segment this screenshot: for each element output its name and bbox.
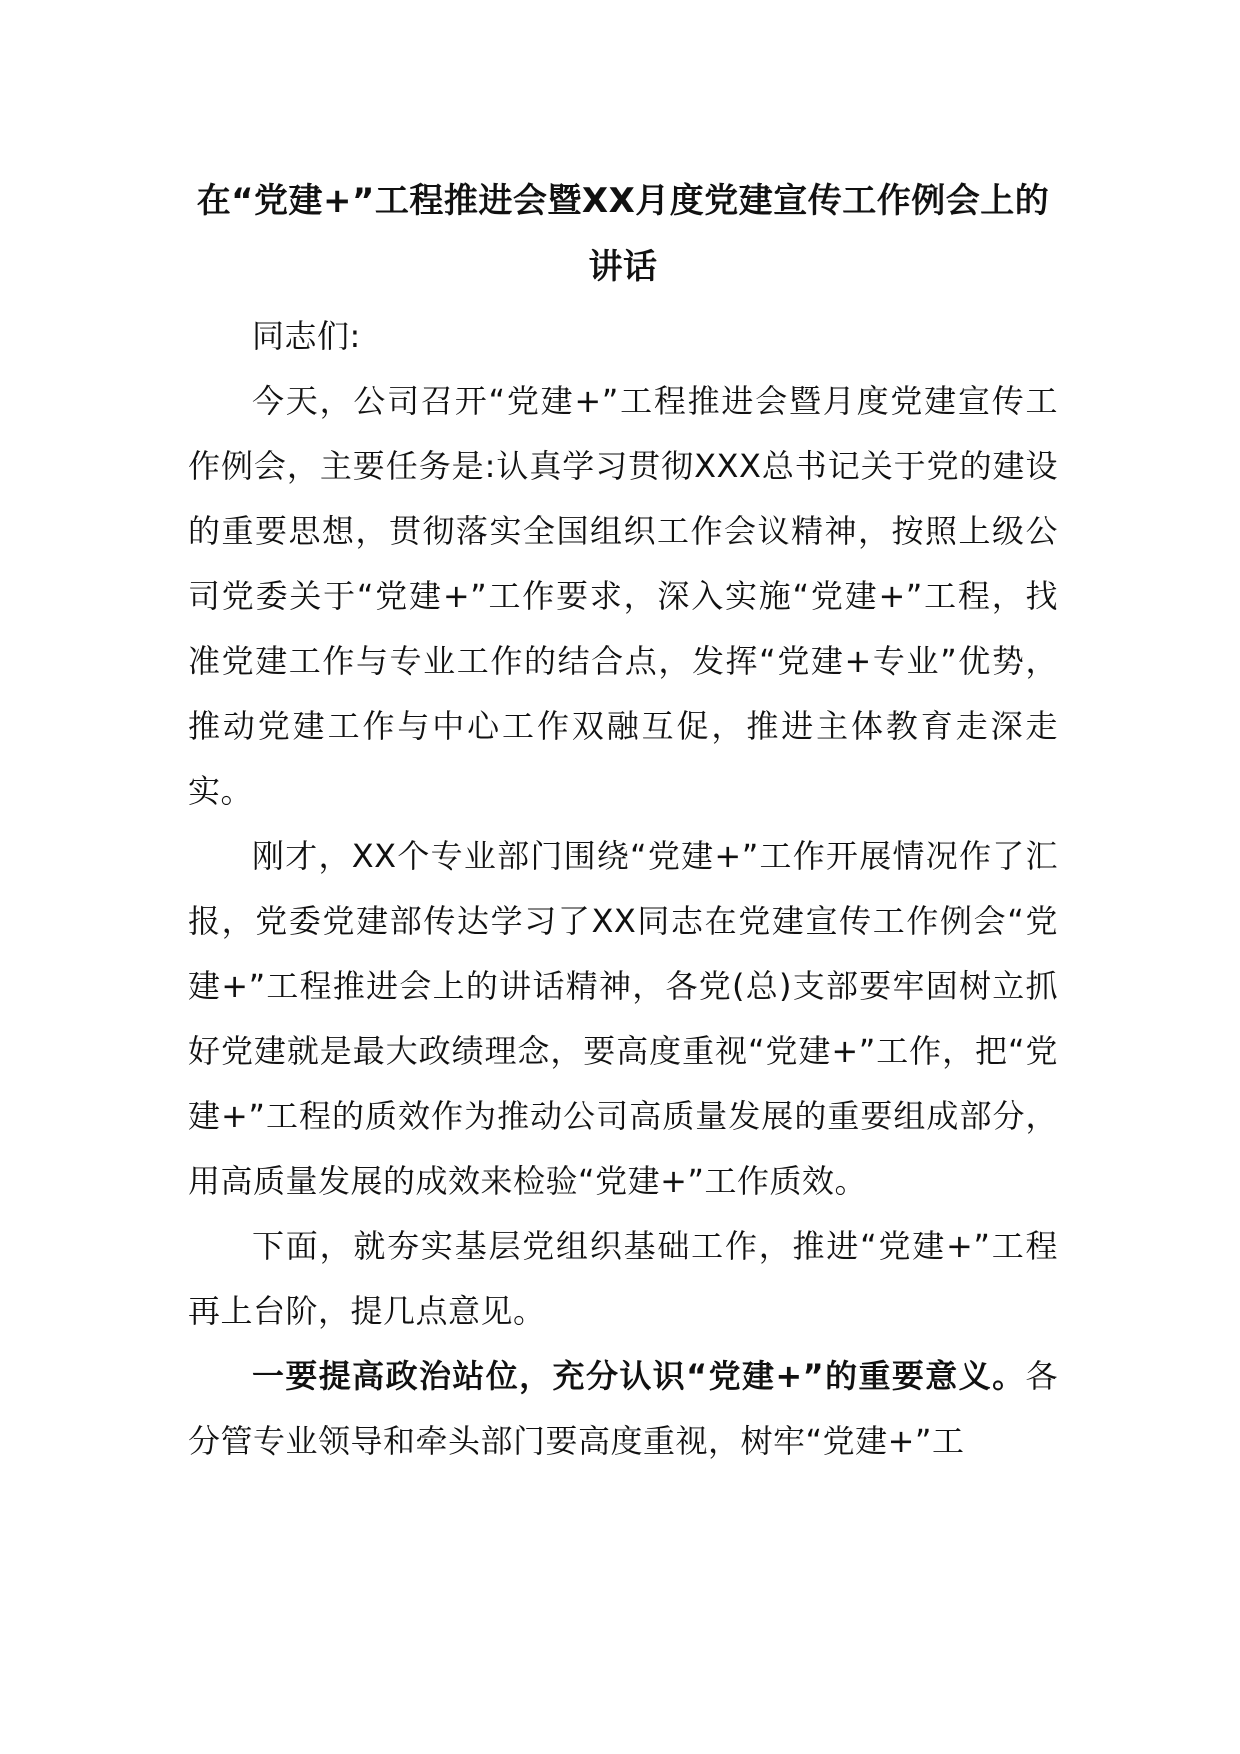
section-1-text: 各分管专业领导和牵头部门要高度重视，树牢“党建+”工 [188, 1357, 1058, 1460]
document-title [188, 168, 1058, 300]
title-line-1: 在“党建+”工程推进会暨XX月度党建宣传工作例会上的 [196, 181, 1050, 221]
paragraph-transition: 下面，就夯实基层党组织基础工作，推进“党建+”工程再上台阶，提几点意见。 [188, 1227, 1058, 1330]
paragraph-intro: 今天，公司召开“党建+”工程推进会暨月度党建宣传工作例会，主要任务是:认真学习贯彻XXX总书记关于党的建设的重要思想，贯彻落实全国组织工作会议精神，按照上级公司党委关于“党建+”工作要求，深入实施“党建+”工程，找准党建工作与专业工作的结合点，发挥“党建+专业”优势，推动党建工作与中心工作双融互促，推进主体教育走深走实。 [188, 382, 1058, 810]
title-line-2: 讲话 [588, 247, 658, 287]
paragraph-report: 刚才，XX个专业部门围绕“党建+”工作开展情况作了汇报，党委党建部传达学习了XX同志在党建宣传工作例会“党建+”工程推进会上的讲话精神，各党(总)支部要牢固树立抓好党建就是最大政绩理念，要高度重视“党建+”工作，把“党建+”工程的质效作为推动公司高质量发展的重要组成部分，用高质量发展的成效来检验“党建+”工作质效。 [188, 837, 1058, 1200]
document-body [188, 168, 1058, 1474]
section-1-paragraph [188, 1344, 1058, 1474]
section-1-heading: 一要提高政治站位，充分认识“党建+”的重要意义。 [252, 1357, 1026, 1395]
salutation: 同志们: [252, 317, 361, 355]
